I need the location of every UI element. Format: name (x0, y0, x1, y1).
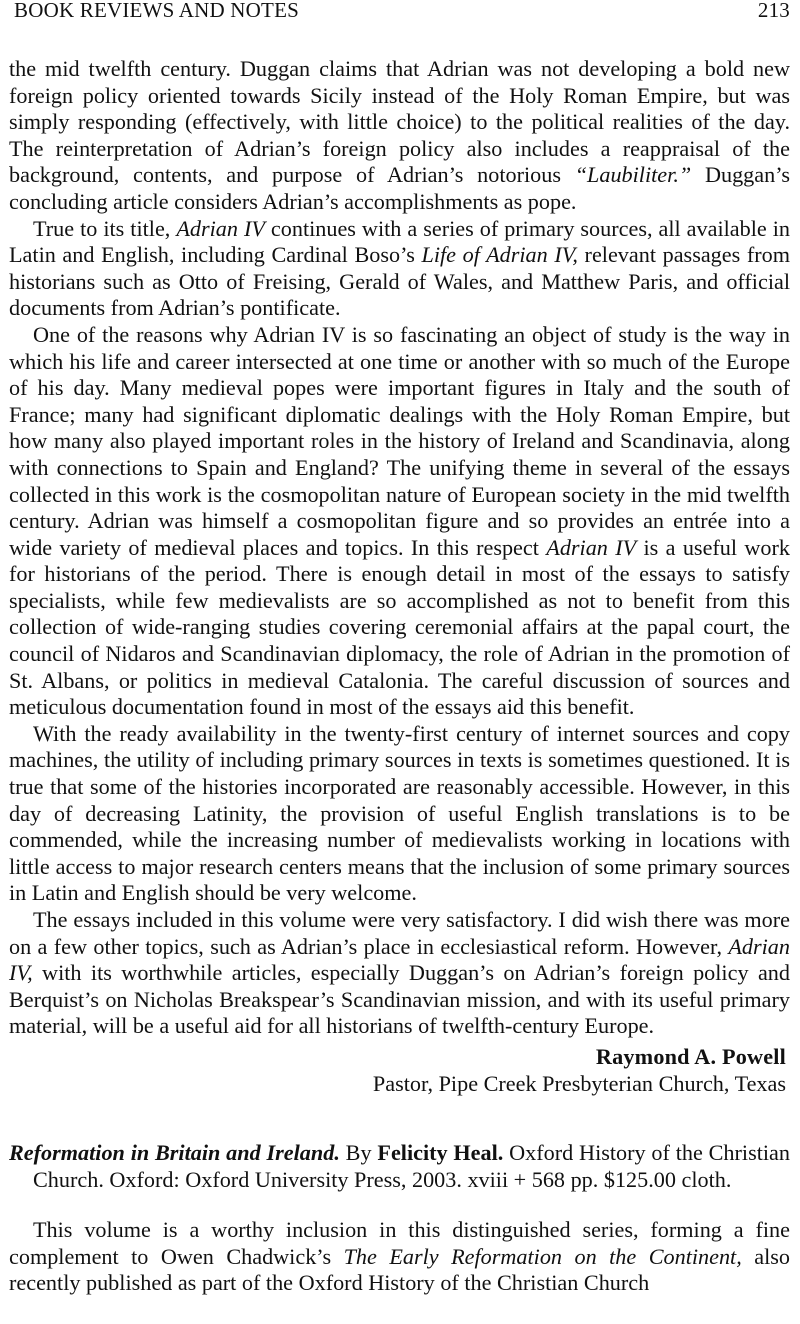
by-word: By (339, 1140, 378, 1165)
publication-details: Oxford History of the Christian Church. Oxford: Oxford University Press, 2003. xviii + 568 pp. $125.00 cloth. (33, 1140, 790, 1192)
paragraph-text: continues with a series of primary sources, all available in Latin and English, including Cardinal Boso’s (9, 215, 790, 268)
reviewer-affiliation: Pastor, Pipe Creek Presbyterian Church, Texas (372, 1071, 786, 1096)
paragraph (9, 907, 790, 1040)
review-one-body (9, 56, 790, 1040)
review-two-body (9, 1217, 790, 1297)
paragraph-text: This volume is a worthy inclusion in this distinguished series, forming a fine complement to Owen Chadwick’s (9, 1217, 790, 1269)
paragraph-text: True to its title, (33, 215, 177, 241)
review-two-heading (9, 1140, 790, 1193)
paragraph (9, 1217, 790, 1297)
book-title: Reformation in Britain and Ireland. (9, 1140, 340, 1165)
paragraph (9, 322, 790, 721)
paragraph-text: is a useful work for historians of the period. There is enough detail in most of the essays to satisfy specialists, while few medievalists are so accomplished as not to benefit from this collection of wide-ranging studies covering ceremonial affairs at the papal court, the council of Nidaros and Scandinavian diplomacy, the role of Adrian in the promotion of St. Albans, or politics in medieval Catalonia. The careful discussion of sources and meticulous documentation found in most of the essays aid this benefit. (9, 534, 790, 720)
italic-book-title: Adrian IV (176, 215, 265, 241)
reviewer-signature (373, 1043, 786, 1097)
paragraph-text: the mid twelfth century. Duggan claims that Adrian was not developing a bold new foreign policy oriented towards Sicily instead of the Holy Roman Empire, but was simply responding (effectively, with little choice) to the political realities of the day. The reinterpretation of Adrian’s foreign policy also includes a reappraisal of the background, contents, and purpose of Adrian’s notorious (9, 56, 790, 188)
italic-book-title: The Early Reformation on the Continent, (343, 1243, 742, 1269)
italic-book-title: Life of Adrian IV, (421, 242, 578, 268)
paragraph (9, 216, 790, 322)
running-head-title: BOOK REVIEWS AND NOTES (14, 0, 299, 22)
paragraph-text: also recently published as part of the Oxford History of the Christian Church (9, 1243, 790, 1296)
paragraph-text: with its worthwhile articles, especially Duggan’s on Adrian’s foreign policy and Berquist’s on Nicholas Breakspear’s Scandinavian mission, and with its useful primary material, will be a useful aid for all historians of twelfth-century Europe. (9, 960, 790, 1039)
paragraph-text: relevant passages from historians such as Otto of Freising, Gerald of Wales, and Matthew Paris, and official documents from Adrian’s pontificate. (9, 242, 790, 321)
page-number: 213 (757, 0, 790, 22)
paragraph-text: The essays included in this volume were very satisfactory. I did wish there was more on a few other topics, such as Adrian’s place in ecclesiastical reform. However, (9, 907, 790, 959)
paragraph-continued (9, 56, 790, 216)
paragraph-text: Duggan’s concluding article considers Adrian’s accomplishments as pope. (9, 162, 790, 214)
paragraph: With the ready availability in the twenty-first century of internet sources and copy machines, the utility of including primary sources in texts is sometimes questioned. It is true that some of the histories incorporated are reasonably accessible. However, in this day of decreasing Latinity, the provision of useful English translations is to be commended, while the increasing number of medievalists working in locations with little access to major research centers means that the inclusion of some primary sources in Latin and English should be very welcome. (9, 720, 790, 906)
running-head (14, 0, 790, 24)
italic-book-title: Adrian IV (546, 534, 637, 560)
italic-term-laubiliter: “Laubiliter.” (574, 162, 692, 188)
italic-book-title: Adrian IV, (9, 933, 790, 986)
paragraph-text: One of the reasons why Adrian IV is so fascinating an object of study is the way in which his life and career intersected at one time or another with so much of the Europe of his day. Many medieval popes were important figures in Italy and the south of France; many had significant diplomatic dealings with the Holy Roman Empire, but how many also played important roles in the history of Ireland and Scandinavia, along with connections to Spain and England? The unifying theme in several of the essays collected in this work is the cosmopolitan nature of European society in the mid twelfth century. Adrian was himself a cosmopolitan figure and so provides an entrée into a wide variety of medieval places and topics. In this respect (9, 321, 790, 560)
book-author: Felicity Heal. (377, 1140, 504, 1165)
reviewer-name: Raymond A. Powell (595, 1044, 786, 1069)
